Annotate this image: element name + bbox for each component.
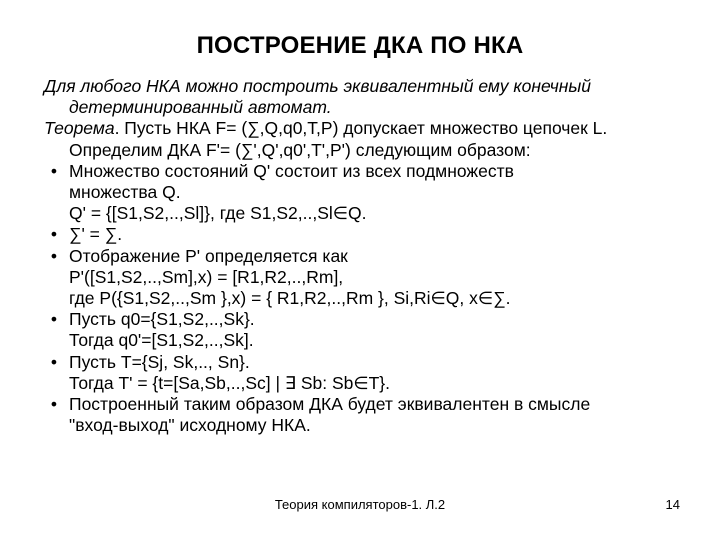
list-item — [44, 394, 694, 436]
list-item — [44, 224, 694, 245]
bullet-line: Пусть T={Sj, Sk,.., Sn}. — [69, 351, 250, 372]
list-item — [44, 352, 694, 394]
bullet-line: множества Q. — [69, 182, 181, 203]
theorem-label: Теорема — [44, 118, 115, 139]
slide-content — [44, 76, 694, 436]
bullet-line: P'([S1,S2,..,Sm],x) = [R1,R2,..,Rm], — [69, 266, 344, 287]
bullet-line: Q' = {[S1,S2,..,Sl]}, где S1,S2,..,Sl∈Q. — [69, 203, 367, 224]
bullet-marker: • — [50, 309, 58, 330]
bullet-line: Множество состояний Q' состоит из всех подмножеств — [69, 160, 514, 181]
list-item — [44, 161, 694, 225]
list-item — [44, 309, 694, 351]
bullet-line: Отображение P' определяется как — [69, 245, 348, 266]
bullet-marker: • — [50, 394, 58, 415]
slide-title: ПОСТРОЕНИЕ ДКА ПО НКА — [196, 32, 524, 59]
bullet-list — [44, 161, 694, 437]
bullet-line: Пусть q0={S1,S2,..,Sk}. — [69, 309, 255, 330]
page-number: 14 — [665, 497, 680, 512]
bullet-line: Тогда T' = {t=[Sa,Sb,..,Sc] | ∃ Sb: Sb∈T}. — [69, 372, 390, 393]
theorem-paragraph — [44, 118, 694, 160]
bullet-line: Тогда q0'=[S1,S2,..,Sk]. — [69, 330, 254, 351]
bullet-line: Построенный таким образом ДКА будет эквивалентен в смысле — [69, 394, 591, 415]
bullet-line: "вход-выход" исходному НКА. — [69, 415, 311, 436]
list-item — [44, 246, 694, 310]
bullet-line: где P({S1,S2,..,Sm },x) = { R1,R2,..,Rm }, Si,Ri∈Q, x∈∑. — [69, 288, 511, 309]
bullet-marker: • — [50, 351, 58, 372]
footer-text: Теория компиляторов-1. Л.2 — [274, 497, 446, 512]
bullet-marker: • — [50, 160, 58, 181]
bullet-marker: • — [50, 224, 58, 245]
bullet-line: ∑' = ∑. — [69, 224, 123, 245]
theorem-text: . Пусть НКА F= (∑,Q,q0,T,P) допускает множество цепочек L. Определим ДКА F'= (∑',Q',q0',T',P') следующим образом: — [69, 118, 608, 160]
intro-paragraph: Для любого НКА можно построить эквивалентный ему конечный детерминированный автомат. — [44, 76, 592, 118]
bullet-marker: • — [50, 245, 58, 266]
